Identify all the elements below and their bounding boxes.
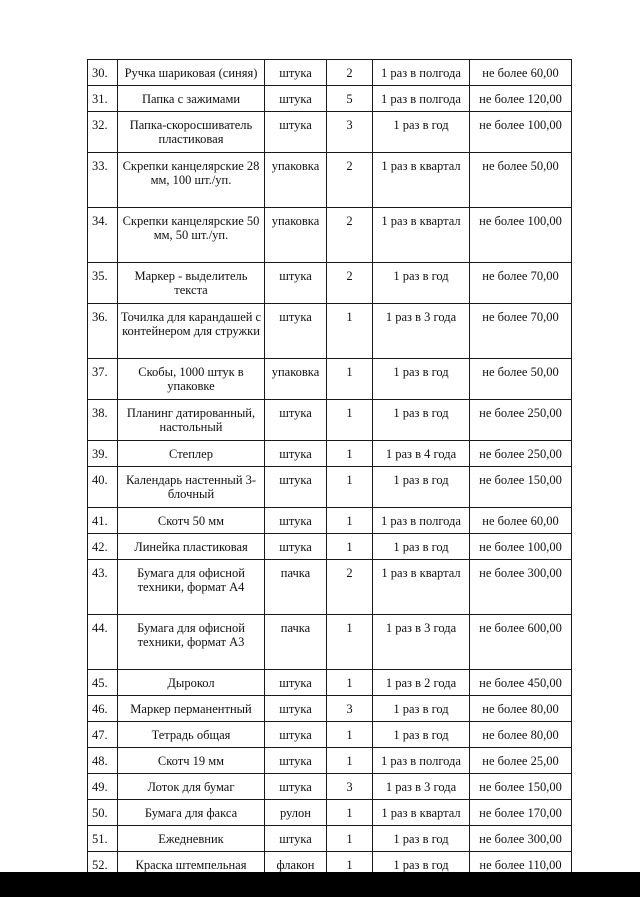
item-unit: штука — [265, 441, 327, 467]
item-frequency: 1 раз в год — [373, 112, 470, 153]
item-price: не более 100,00 — [470, 208, 572, 263]
table-row — [88, 774, 572, 800]
item-frequency: 1 раз в 3 года — [373, 774, 470, 800]
item-frequency: 1 раз в год — [373, 263, 470, 304]
item-price: не более 300,00 — [470, 826, 572, 852]
item-name: Бумага для факса — [118, 800, 265, 826]
item-price: не более 70,00 — [470, 304, 572, 359]
item-price: не более 60,00 — [470, 508, 572, 534]
item-name: Маркер - выделитель текста — [118, 263, 265, 304]
item-unit: рулон — [265, 800, 327, 826]
item-price: не более 60,00 — [470, 60, 572, 86]
item-frequency: 1 раз в полгода — [373, 86, 470, 112]
item-price: не более 80,00 — [470, 696, 572, 722]
item-name: Ежедневник — [118, 826, 265, 852]
item-quantity: 3 — [327, 696, 373, 722]
item-unit: штука — [265, 263, 327, 304]
item-quantity: 2 — [327, 263, 373, 304]
item-unit: штука — [265, 508, 327, 534]
item-number: 48. — [88, 748, 118, 774]
item-unit: штука — [265, 304, 327, 359]
item-quantity: 1 — [327, 722, 373, 748]
item-unit: штука — [265, 112, 327, 153]
item-quantity: 1 — [327, 800, 373, 826]
item-quantity: 2 — [327, 560, 373, 615]
item-unit: упаковка — [265, 208, 327, 263]
item-name: Скрепки канцелярские 50 мм, 50 шт./уп. — [118, 208, 265, 263]
item-price: не более 250,00 — [470, 400, 572, 441]
item-name: Маркер перманентный — [118, 696, 265, 722]
item-name: Ручка шариковая (синяя) — [118, 60, 265, 86]
item-name: Скрепки канцелярские 28 мм, 100 шт./уп. — [118, 153, 265, 208]
item-frequency: 1 раз в год — [373, 696, 470, 722]
item-quantity: 2 — [327, 208, 373, 263]
item-number: 40. — [88, 467, 118, 508]
item-unit: штука — [265, 534, 327, 560]
item-number: 41. — [88, 508, 118, 534]
item-name: Календарь настенный 3-блочный — [118, 467, 265, 508]
item-quantity: 1 — [327, 400, 373, 441]
item-quantity: 1 — [327, 441, 373, 467]
table-row — [88, 560, 572, 615]
item-unit: штука — [265, 696, 327, 722]
item-number: 30. — [88, 60, 118, 86]
item-quantity: 1 — [327, 748, 373, 774]
item-frequency: 1 раз в квартал — [373, 560, 470, 615]
item-quantity: 5 — [327, 86, 373, 112]
item-frequency: 1 раз в 3 года — [373, 304, 470, 359]
table-row — [88, 208, 572, 263]
scan-bottom-edge — [0, 872, 640, 897]
item-number: 47. — [88, 722, 118, 748]
table-row — [88, 615, 572, 670]
item-frequency: 1 раз в квартал — [373, 208, 470, 263]
item-price: не более 100,00 — [470, 534, 572, 560]
item-frequency: 1 раз в 4 года — [373, 441, 470, 467]
item-quantity: 3 — [327, 112, 373, 153]
item-name: Краска штемпельная — [118, 852, 265, 878]
item-quantity: 3 — [327, 774, 373, 800]
item-frequency: 1 раз в полгода — [373, 748, 470, 774]
item-quantity: 2 — [327, 153, 373, 208]
table-row — [88, 441, 572, 467]
item-frequency: 1 раз в квартал — [373, 800, 470, 826]
item-unit: штука — [265, 774, 327, 800]
item-frequency: 1 раз в год — [373, 722, 470, 748]
item-price: не более 25,00 — [470, 748, 572, 774]
item-quantity: 1 — [327, 304, 373, 359]
table-row — [88, 467, 572, 508]
item-number: 31. — [88, 86, 118, 112]
item-frequency: 1 раз в год — [373, 359, 470, 400]
item-number: 43. — [88, 560, 118, 615]
item-frequency: 1 раз в год — [373, 534, 470, 560]
table-row — [88, 304, 572, 359]
table-row — [88, 748, 572, 774]
item-number: 46. — [88, 696, 118, 722]
item-name: Бумага для офисной техники, формат А4 — [118, 560, 265, 615]
item-name: Скотч 50 мм — [118, 508, 265, 534]
item-unit: штука — [265, 826, 327, 852]
item-unit: штука — [265, 748, 327, 774]
item-frequency: 1 раз в год — [373, 400, 470, 441]
item-price: не более 450,00 — [470, 670, 572, 696]
item-name: Скобы, 1000 штук в упаковке — [118, 359, 265, 400]
item-frequency: 1 раз в год — [373, 852, 470, 878]
item-unit: штука — [265, 467, 327, 508]
item-unit: пачка — [265, 560, 327, 615]
item-name: Степлер — [118, 441, 265, 467]
item-price: не более 300,00 — [470, 560, 572, 615]
item-price: не более 100,00 — [470, 112, 572, 153]
item-name: Бумага для офисной техники, формат А3 — [118, 615, 265, 670]
item-unit: пачка — [265, 615, 327, 670]
item-price: не более 80,00 — [470, 722, 572, 748]
item-unit: штука — [265, 60, 327, 86]
item-frequency: 1 раз в полгода — [373, 508, 470, 534]
supplies-table-body — [88, 60, 572, 878]
item-unit: флакон — [265, 852, 327, 878]
item-number: 35. — [88, 263, 118, 304]
table-row — [88, 800, 572, 826]
item-name: Папка-скоросшиватель пластиковая — [118, 112, 265, 153]
item-name: Точилка для карандашей с контейнером для стружки — [118, 304, 265, 359]
table-row — [88, 670, 572, 696]
item-price: не более 110,00 — [470, 852, 572, 878]
item-quantity: 1 — [327, 467, 373, 508]
item-unit: упаковка — [265, 153, 327, 208]
item-price: не более 70,00 — [470, 263, 572, 304]
item-frequency: 1 раз в 2 года — [373, 670, 470, 696]
item-frequency: 1 раз в квартал — [373, 153, 470, 208]
item-unit: упаковка — [265, 359, 327, 400]
table-row — [88, 696, 572, 722]
item-name: Тетрадь общая — [118, 722, 265, 748]
table-row — [88, 86, 572, 112]
item-price: не более 150,00 — [470, 467, 572, 508]
item-number: 52. — [88, 852, 118, 878]
item-name: Скотч 19 мм — [118, 748, 265, 774]
table-row — [88, 153, 572, 208]
table-row — [88, 508, 572, 534]
item-unit: штука — [265, 400, 327, 441]
table-row — [88, 263, 572, 304]
item-frequency: 1 раз в полгода — [373, 60, 470, 86]
item-price: не более 170,00 — [470, 800, 572, 826]
item-frequency: 1 раз в год — [373, 826, 470, 852]
table-row — [88, 400, 572, 441]
item-number: 44. — [88, 615, 118, 670]
item-number: 45. — [88, 670, 118, 696]
item-unit: штука — [265, 722, 327, 748]
item-number: 33. — [88, 153, 118, 208]
item-number: 51. — [88, 826, 118, 852]
item-name: Лоток для бумаг — [118, 774, 265, 800]
item-price: не более 50,00 — [470, 153, 572, 208]
table-row — [88, 112, 572, 153]
table-row — [88, 826, 572, 852]
item-number: 37. — [88, 359, 118, 400]
item-price: не более 600,00 — [470, 615, 572, 670]
item-number: 49. — [88, 774, 118, 800]
item-price: не более 250,00 — [470, 441, 572, 467]
item-quantity: 1 — [327, 852, 373, 878]
supplies-table — [87, 59, 572, 878]
item-quantity: 1 — [327, 826, 373, 852]
item-number: 42. — [88, 534, 118, 560]
item-quantity: 2 — [327, 60, 373, 86]
item-number: 32. — [88, 112, 118, 153]
table-row — [88, 359, 572, 400]
item-unit: штука — [265, 86, 327, 112]
item-frequency: 1 раз в год — [373, 467, 470, 508]
item-price: не более 150,00 — [470, 774, 572, 800]
table-row — [88, 60, 572, 86]
item-price: не более 120,00 — [470, 86, 572, 112]
item-quantity: 1 — [327, 615, 373, 670]
item-name: Дырокол — [118, 670, 265, 696]
item-price: не более 50,00 — [470, 359, 572, 400]
item-number: 38. — [88, 400, 118, 441]
item-number: 36. — [88, 304, 118, 359]
table-row — [88, 534, 572, 560]
item-name: Линейка пластиковая — [118, 534, 265, 560]
table-row — [88, 722, 572, 748]
item-frequency: 1 раз в 3 года — [373, 615, 470, 670]
item-quantity: 1 — [327, 359, 373, 400]
item-number: 50. — [88, 800, 118, 826]
item-name: Папка с зажимами — [118, 86, 265, 112]
item-name: Планинг датированный, настольный — [118, 400, 265, 441]
item-quantity: 1 — [327, 670, 373, 696]
item-quantity: 1 — [327, 534, 373, 560]
item-unit: штука — [265, 670, 327, 696]
item-number: 34. — [88, 208, 118, 263]
item-number: 39. — [88, 441, 118, 467]
item-quantity: 1 — [327, 508, 373, 534]
